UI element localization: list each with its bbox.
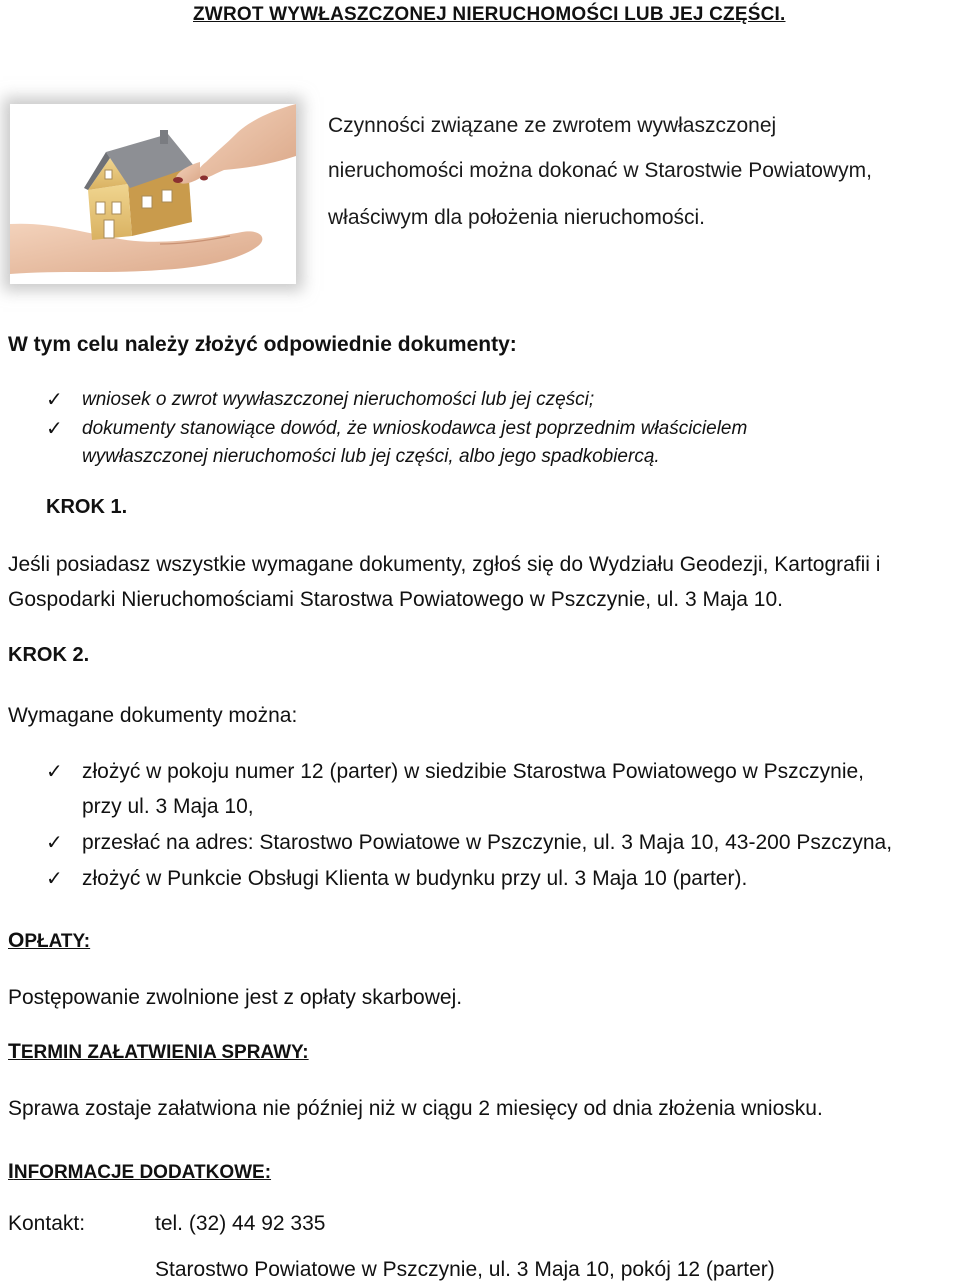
delivery-option-3: złożyć w Punkcie Obsługi Klienta w budynku przy ul. 3 Maja 10 (parter).: [82, 867, 748, 890]
delivery-option-1: złożyć w pokoju numer 12 (parter) w siedzibie Starostwa Powiatowego w Pszczynie,: [82, 760, 864, 783]
required-document-1: wniosek o zwrot wywłaszczonej nieruchomości lub jej części;: [82, 389, 595, 410]
house-in-hands-image: [10, 104, 296, 284]
checkmark-icon: ✓: [46, 832, 63, 854]
fees-heading: OPŁATY:: [8, 929, 91, 952]
intro-line-3: właściwym dla położenia nieruchomości.: [328, 206, 705, 229]
delivery-option-1-cont: przy ul. 3 Maja 10,: [82, 795, 254, 818]
step1-label: KROK 1.: [46, 496, 128, 518]
required-document-2: dokumenty stanowiące dowód, że wnioskodawca jest poprzednim właścicielem: [82, 418, 748, 439]
deadline-text: Sprawa zostaje załatwiona nie później niż w ciągu 2 miesięcy od dnia złożenia wniosku.: [8, 1097, 823, 1120]
step1-line-2: Gospodarki Nieruchomościami Starostwa Powiatowego w Pszczynie, ul. 3 Maja 10.: [8, 588, 784, 611]
document-title: ZWROT WYWŁASZCZONEJ NIERUCHOMOŚCI LUB JEJ CZĘŚCI.: [193, 4, 786, 25]
contact-label: Kontakt:: [8, 1212, 86, 1235]
fees-text: Postępowanie zwolnione jest z opłaty skarbowej.: [8, 986, 463, 1009]
contact-phone: tel. (32) 44 92 335: [155, 1212, 326, 1235]
step2-label: KROK 2.: [8, 644, 90, 666]
intro-line-1: Czynności związane ze zwrotem wywłaszczonej: [328, 114, 777, 137]
checkmark-icon: ✓: [46, 418, 63, 440]
documents-heading: W tym celu należy złożyć odpowiednie dokumenty:: [8, 333, 517, 356]
contact-address: Starostwo Powiatowe w Pszczynie, ul. 3 Maja 10, pokój 12 (parter): [155, 1258, 775, 1281]
step2-intro: Wymagane dokumenty można:: [8, 704, 298, 727]
info-heading: INFORMACJE DODATKOWE:: [8, 1160, 272, 1183]
delivery-option-2: przesłać na adres: Starostwo Powiatowe w Pszczynie, ul. 3 Maja 10, 43-200 Pszczyna,: [82, 831, 893, 854]
checkmark-icon: ✓: [46, 761, 63, 783]
intro-line-2: nieruchomości można dokonać w Starostwie Powiatowym,: [328, 159, 872, 182]
checkmark-icon: ✓: [46, 868, 63, 890]
required-document-2-cont: wywłaszczonej nieruchomości lub jej części, albo jego spadkobiercą.: [82, 446, 660, 467]
checkmark-icon: ✓: [46, 389, 63, 411]
step1-line-1: Jeśli posiadasz wszystkie wymagane dokumenty, zgłoś się do Wydziału Geodezji, Kartografii i: [8, 553, 881, 576]
deadline-heading: TERMIN ZAŁATWIENIA SPRAWY:: [8, 1040, 309, 1063]
